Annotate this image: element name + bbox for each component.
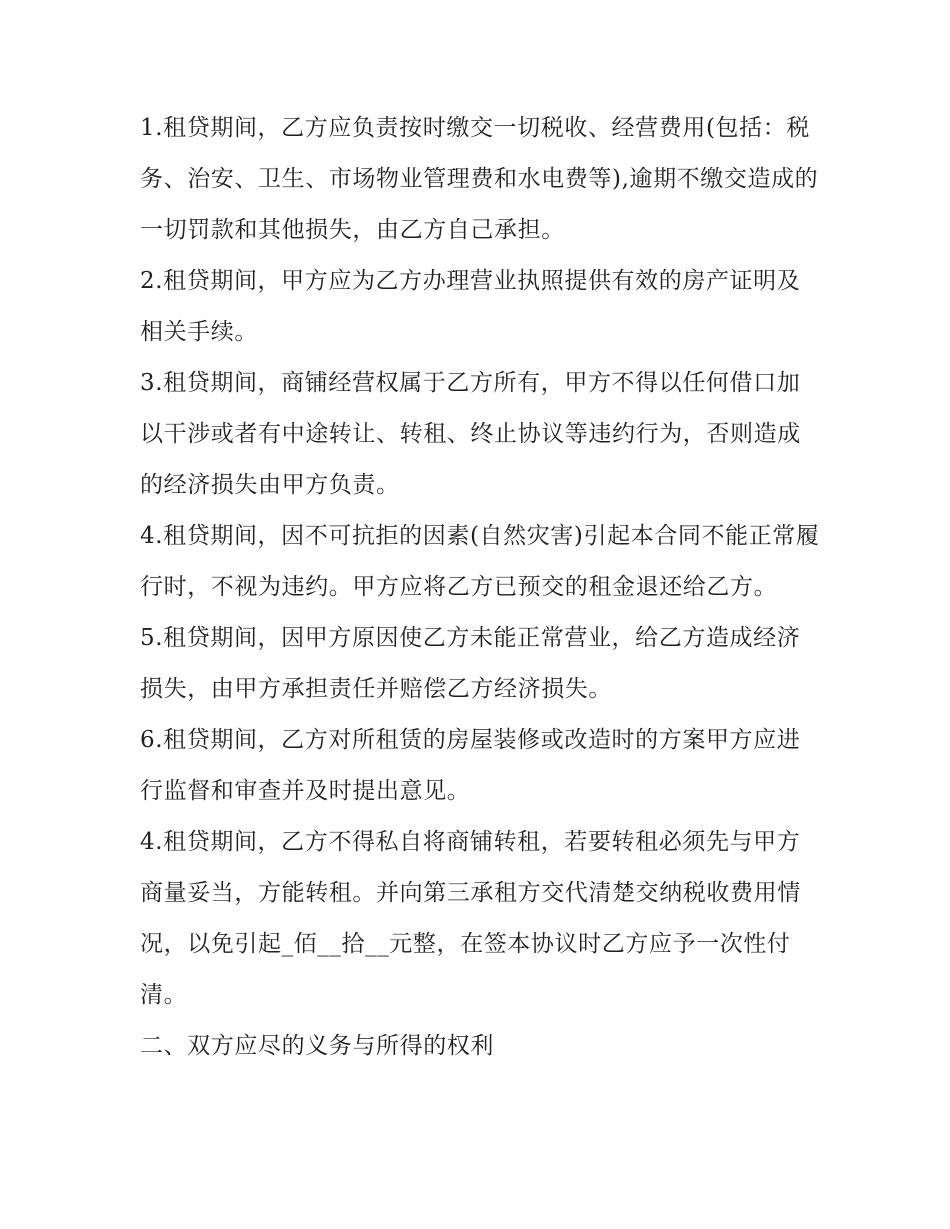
clause-7: 4.租贷期间，乙方不得私自将商铺转租，若要转租必须先与甲方商量妥当，方能转租。并向第三承租方交代清楚交纳税收费用情况，以免引起_佰__拾__元整，在签本协议时乙方应予一次性付清。 bbox=[140, 829, 801, 1008]
clause-6: 6.租贷期间，乙方对所租赁的房屋装修或改造时的方案甲方应进行监督和审查并及时提出意见。 bbox=[140, 727, 801, 804]
clause-5: 5.租贷期间，因甲方原因使乙方未能正常营业，给乙方造成经济损失，由甲方承担责任并赔偿乙方经济损失。 bbox=[140, 625, 801, 702]
clause-4: 4.租贷期间，因不可抗拒的因素(自然灾害)引起本合同不能正常履行时，不视为违约。甲方应将乙方已预交的租金退还给乙方。 bbox=[140, 523, 820, 600]
clause-3: 3.租贷期间，商铺经营权属于乙方所有，甲方不得以任何借口加以干涉或者有中途转让、转租、终止协议等违约行为，否则造成的经济损失由甲方负责。 bbox=[140, 370, 801, 498]
section-heading: 二、双方应尽的义务与所得的权利 bbox=[140, 1033, 494, 1059]
clause-1: 1.租贷期间，乙方应负责按时缴交一切税收、经营费用(包括：税务、治安、卫生、市场物业管理费和水电费等),逾期不缴交造成的一切罚款和其他损失，由乙方自己承担。 bbox=[140, 115, 819, 243]
document-page bbox=[140, 103, 820, 1072]
clause-2: 2.租贷期间，甲方应为乙方办理营业执照提供有效的房产证明及相关手续。 bbox=[140, 268, 801, 345]
